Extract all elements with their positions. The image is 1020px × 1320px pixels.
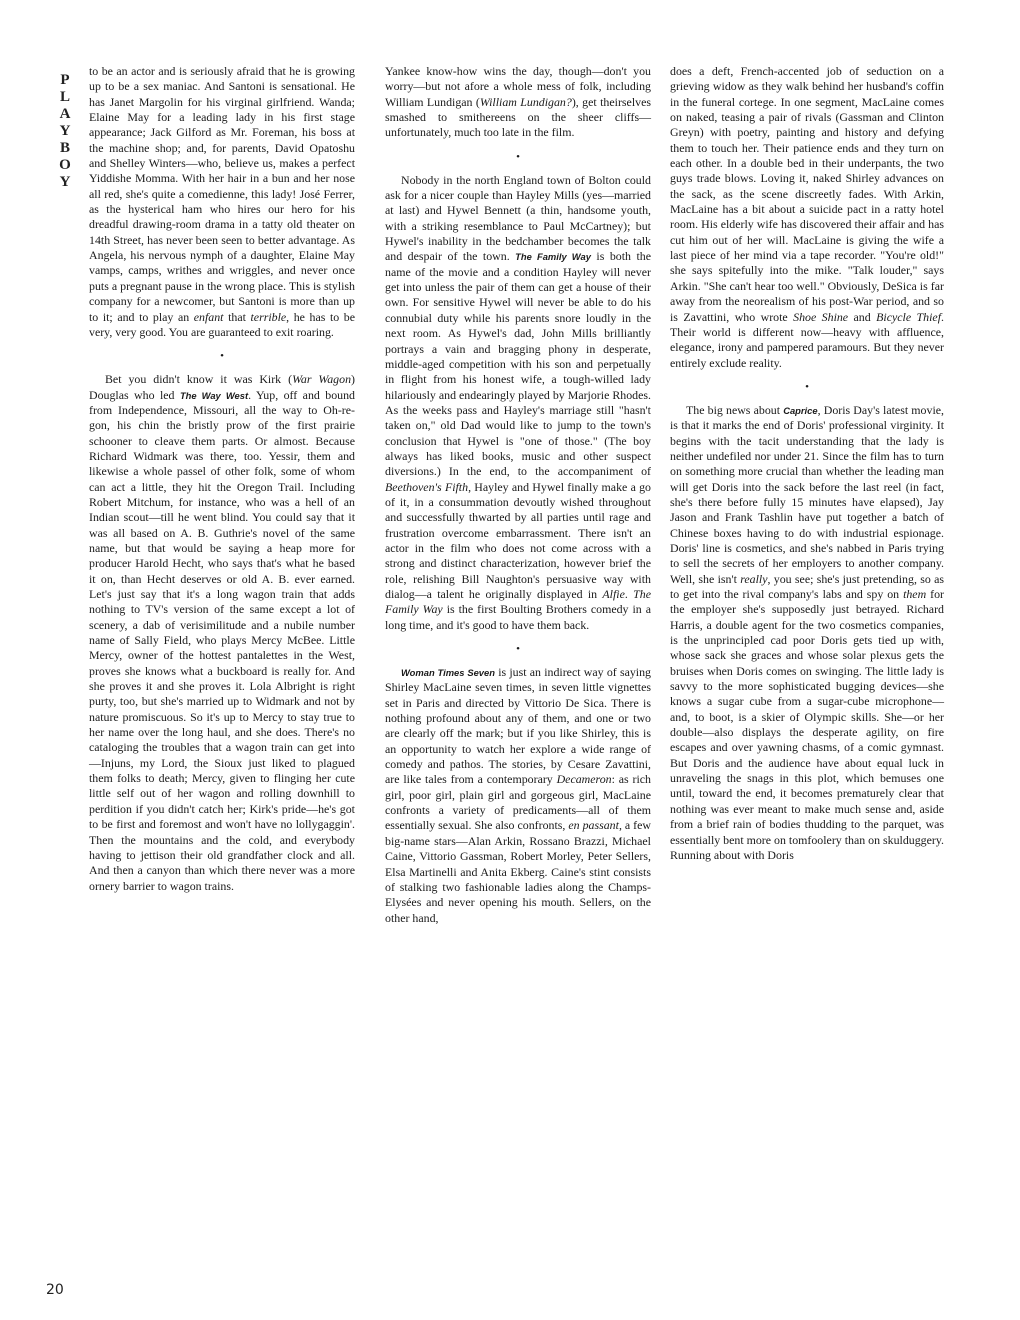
text-column-1	[89, 64, 355, 894]
paragraph: Bet you didn't know it was Kirk (War Wagon) Douglas who led The Way West. Yup, off and bound from Independence, Missouri, all the way to Oh-re-gon, his chin the bristly prow of the first prairie schooner to cleave them parts. Or almost. Because Richard Widmark was there, too. Yessir, them and likewise a whole passel of other folk, some of whom can act a little, they hit the Oregon Trail. Including Robert Mitchum, for instance, who was a hell of an Indian scout—till he went blind. You could say that it was all based on A. B. Guthrie's novel of the same name, but that would be saying a heap more for producer Harold Hecht, who says that's what he based it on, than Hecht deserves or old A. B. ever earned. Let's just say that it's a long wagon train that adds nothing to TV's version of the same except a lot of scenery, a dab of verisimilitude and a nubile number name of Sally Field, who plays Mercy McBee. Little Mercy, owner of the hottest pantalettes in the West, proves she knows what a buckboard is really for. And she proves it and she proves it. Lola Albright is right purty, too, but she's married up to Widmark and not by nature promiscuous. So it's up to Mercy to stay true to her name over the long haul, and she does. There's no cataloging the troubles that a wagon train can get into—Injuns, my Lord, the Sioux just liked to plagued them folks to death; Mercy, given to flinging her cute little self out of her wagon and rolling downhill to perdition if you didn't catch her; Kirk's pride—he's got to be first and foremost and won't have no lollygaggin'. Then the mountains and the cold, and everybody having to jettison their old grandfather clock and all. And then a canyon than which there never was a more ornery barrier to wagon trains.	[89, 372, 356, 893]
movie-title: The Family Way	[515, 251, 591, 263]
magazine-letter: L	[59, 89, 70, 105]
magazine-letter: P	[60, 72, 70, 88]
paragraph: Nobody in the north England town of Bolton could ask for a nicer couple than Hayley Mills (yes—married at last) and Hywel Bennett (a thin, handsome youth, with a striking resemblance to Paul McCartney); but Hywel's inability in the bedchamber becomes the talk and despair of the town. The Family Way is both the name of the movie and a condition Hayley will never get into unless the pair of them can get a house of their own. For sensitive Hywel will never be able to do his connubial duty while his parents snore loudly in the next room. As Hywel's dad, John Mills brilliantly portrays a vain and bragging phony in desperate, middle-aged competition with his son and perpetually in flight from his honest wife, a tough-willed lady hilariously and endearingly played by Marjorie Rhodes. As the weeks pass and Hayley's marriage still "hasn't taken on," old Dad would like to jump to the town's conclusion that Hywel is "one of those." (The boy always has liked books, music and other suspect diversions.) In the end, to the accompaniment of Beethoven's Fifth, Hayley and Hywel finally make a go of it, in a consummation devoutly wished throughout and successfully thwarted by all parties until rage and frustration overcome embarrassment. There isn't an actor in the film who does not come across with a strong and distinct characterization, however brief the role, relishing Bill Naughton's persuasive way with dialog—a talent he originally displayed in Alfie. The Family Way is the first Boulting Brothers comedy in a long time, and it's good to have them back.	[385, 172, 651, 632]
magazine-letter: A	[59, 106, 71, 122]
text-column-3	[670, 64, 944, 863]
movie-title: The Way West	[179, 389, 249, 401]
movie-title: Woman Times Seven	[401, 667, 495, 679]
paragraph: Woman Times Seven is just an indirect way of saying Shirley MacLaine seven times, in seven little vignettes set in Paris and directed by Vittorio De Sica. There is nothing profound about any of them, and one or two are clearly off the mark; but if you like Shirley, this is an opportunity to watch her explore a wide range of comedy and pathos. The stories, by Cesare Zavattini, are like tales from a contemporary Decameron: as rich girl, poor girl, plain girl and gorgeous girl, MacLaine confronts a variety of predicaments—all of them essentially sexual. She also confronts, en passant, a few big-name stars—Alan Arkin, Rossano Brazzi, Michael Caine, Vittorio Gassman, Robert Morley, Peter Sellers, Elsa Martinelli and Anita Ekberg. Caine's stint consists of stalking two fashionable ladies along the Champs-Elysées and never opening his mouth. Sellers, on the other hand,	[385, 665, 651, 925]
paragraph: to be an actor and is seriously afraid that he is growing up to be a sex maniac. And Santoni is sensational. He has Janet Margolin for his virginal girlfriend. Wanda; Elaine May for a leading lady in his first stage appearance; Jack Gilford as Mr. Foreman, his boss at the machine shop; and, for parents, David Opatoshu and Shelley Winters—who, believe us, makes a perfect Yiddishe Momma. With her hair in a bun and her nose all red, she's quite a comedienne, this lady! José Ferrer, as the hysterical ham who hires our hero for his dreadful drawing-room drama in a tatty old theater on 14th Street, has never been seen to better advantage. As Angela, his nervous nymph of a daughter, Elaine May vamps, camps, writhes and wriggles, and never once puts a pregnant pause in the wrong place. This is stylish company for a newcomer, but Santoni is more than up to it; and to play an enfant that terrible, he has to be very, very good. You are guaranteed to exit roaring.	[89, 64, 355, 339]
section-separator: •	[516, 643, 520, 656]
paragraph: does a deft, French-accented job of seduction on a grieving widow as they walk behind her husband's coffin in the funeral cortege. In one segment, MacLaine comes on naked, teasing a pair of rivals (Gassman and Clinton Greyn) with poetry, painting and history and defying them to touch her. Their patience ends and they turn on each other. In a double bed in their underpants, the two guys trade blows. Loving it, naked Shirley advances on the sack, as the scene discreetly fades. With Arkin, MacLaine has a bit about a suicide pact in a ratty hotel room. His elderly wife has discovered their affair and has cut him out of her will. MacLaine is giving the wife a last piece of her mind via a tape recorder. "You're old!" she says spitefully into the mike. "Talk louder," says Arkin. "She can't hear too well." Obviously, DeSica is far away from the neorealism of his post-War period, and so is Zavattini, who wrote Shoe Shine and Bicycle Thief. Their world is different now—heavy with affluence, elegance, irony and pampered paramours. But they never entirely exclude reality.	[670, 64, 944, 370]
section-separator: •	[516, 150, 520, 163]
magazine-letter: Y	[59, 174, 71, 190]
magazine-letter: Y	[59, 123, 71, 139]
text-column-2	[385, 64, 651, 926]
paragraph: The big news about Caprice, Doris Day's latest movie, is that it marks the end of Doris' professional virginity. It begins with the tacit understanding that the lady is neither undefiled nor under 21. Since the film has to turn on something more crucial than whether the leading man will get Doris into the sack before the last reel (in fact, she's there before fully 15 minutes have elapsed), Jay Jason and Frank Tashlin have put together a batch of Chinese boxes having to do with industrial espionage. Doris' line is cosmetics, and she's nabbed in Paris trying to sell the secrets of her employers to another company. Well, she isn't really, you see; she's just pretending, so as to get into the rival company's labs and spy on them for the employer she's supposedly just betrayed. Richard Harris, a double agent for the two cosmetics companies, is the unprincipled cad poor Doris gets tied up with, whose sack she graces and whose solar plexus gets the bruises when Doris comes on swinging. The little lady is savvy to the more sophisticated bugging devices—she knows a sugar cube from a sugar-cube microphone—and, to boot, is a skier of Olympic skills. She—or her double—also displays the desperate agility, on fire escapes and over yawning chasms, of a comic gymnast. But Doris and the audience have about equal luck in unraveling the snags in this plot, which bemuses one until, toward the end, it becomes prematurely clear that nothing was ever meant to make much sense and, aside from a brief rain of bodies thudding to the parquet, was essentially bent more on tomfoolery than on skulduggery. Running about with Doris	[670, 402, 944, 862]
magazine-letter: B	[59, 140, 70, 156]
section-separator: •	[220, 350, 224, 363]
page-number: 20	[46, 1282, 64, 1298]
paragraph: Yankee know-how wins the day, though—don't you worry—but not afore a whole mess of folk, including William Lundigan (William Lundigan?), get theirselves smashed to smithereens on the sheer cliffs—unfortunately, much too late in the film.	[385, 64, 651, 140]
section-separator: •	[805, 380, 809, 393]
magazine-letter: O	[59, 157, 71, 173]
magazine-name-vertical	[54, 72, 76, 191]
movie-title: Caprice	[783, 404, 818, 416]
